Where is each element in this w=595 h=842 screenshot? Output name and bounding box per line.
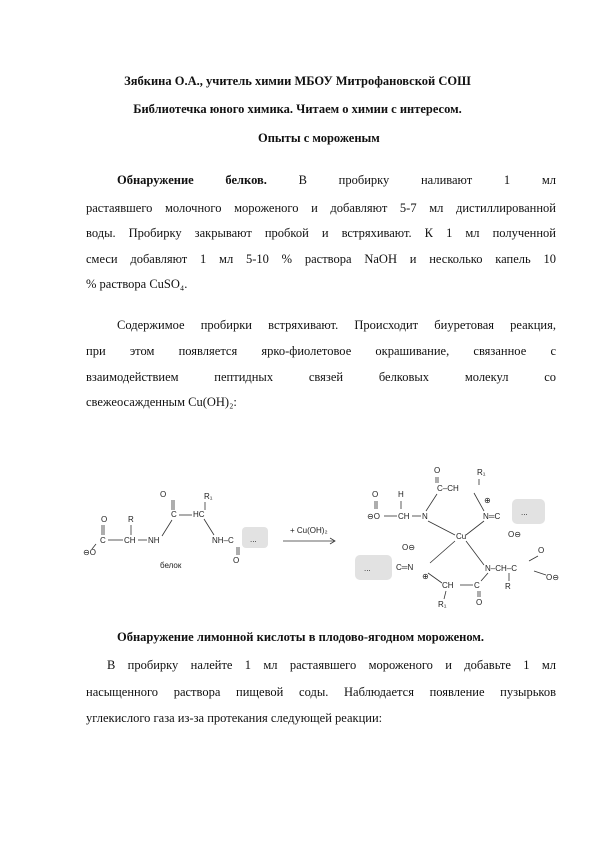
atom-ch-2: CH bbox=[398, 512, 410, 521]
atom-r-2: R bbox=[505, 582, 511, 591]
atom-n-1: N bbox=[422, 512, 428, 521]
protein-label: белок bbox=[160, 561, 182, 570]
atom-plus-1: ⊕ bbox=[484, 496, 491, 505]
atom-r1-1: R₁ bbox=[204, 492, 213, 501]
atom-o-3: O bbox=[233, 556, 240, 565]
atom-o-minus-2: ⊖O bbox=[367, 512, 380, 521]
section2-heading: Обнаружение лимонной кислоты в плодово-ягодном мороженом. bbox=[117, 630, 484, 644]
atom-o-5: O bbox=[434, 466, 441, 475]
atom-n-2: N–CH–C bbox=[485, 564, 518, 573]
section1-line-3: смеси добавляют 1 мл 5-10 % раствора NaOH и несколько капель 10 bbox=[86, 252, 556, 266]
section1-para2-line-0: Содержимое пробирки встряхивают. Происходит биуретовая реакция, bbox=[117, 318, 556, 332]
series-line: Библиотечка юного химика. Читаем о химии с интересом. bbox=[133, 102, 462, 116]
reagent-label: + Cu(OH)₂ bbox=[290, 526, 328, 535]
section1-heading: Обнаружение белков. bbox=[117, 173, 267, 187]
atom-nh-2: NH–C bbox=[212, 536, 234, 545]
atom-cu: Cu bbox=[456, 532, 467, 541]
atom-o-4: O bbox=[372, 490, 379, 499]
atom-o-minus-5: O⊖ bbox=[546, 573, 559, 582]
section1-line-0: В пробирку наливают 1 мл bbox=[298, 173, 556, 187]
atom-c-2: C bbox=[171, 510, 177, 519]
atom-o-minus-4: O⊖ bbox=[402, 543, 415, 552]
atom-h-1: H bbox=[398, 490, 404, 499]
atom-o-6: O bbox=[476, 598, 483, 607]
atom-hc-1: HC bbox=[193, 510, 205, 519]
section2-line-0: В пробирку налейте 1 мл растаявшего мороженого и добавьте 1 мл bbox=[107, 658, 556, 672]
biuret-reaction-scheme bbox=[0, 455, 595, 620]
atom-nh-1: NH bbox=[148, 536, 160, 545]
atom-r1-3: R₁ bbox=[438, 600, 447, 609]
section1-line-1: растаявшего молочного мороженого и добавляют 5-7 мл дистиллированной bbox=[86, 201, 556, 215]
atom-c-dbl-n-1: C═N bbox=[396, 563, 414, 572]
dots-2: ... bbox=[521, 508, 528, 517]
atom-o-1: O bbox=[101, 515, 108, 524]
page-title: Опыты с мороженым bbox=[258, 131, 380, 145]
atom-plus-2: ⊕ bbox=[422, 572, 429, 581]
atom-o-7: O bbox=[538, 546, 545, 555]
section1-line-2: воды. Пробирку закрывают пробкой и встряхивают. К 1 мл полученной bbox=[86, 226, 556, 240]
section1-para2-line-1: при этом появляется ярко-фиолетовое окрашивание, связанное с bbox=[86, 344, 556, 358]
placeholder-box-2 bbox=[512, 499, 545, 524]
atom-ch-3: CH bbox=[442, 581, 454, 590]
atom-o-minus-3: O⊖ bbox=[508, 530, 521, 539]
atom-o-2: O bbox=[160, 490, 167, 499]
dots-1: ... bbox=[250, 535, 257, 544]
atom-c-1: C bbox=[100, 536, 106, 545]
atom-r-1: R bbox=[128, 515, 134, 524]
atom-ch-1: CH bbox=[124, 536, 136, 545]
atom-c-3: C–CH bbox=[437, 484, 459, 493]
section1-first-line bbox=[117, 173, 556, 188]
section2-line-1: насыщенного раствора пищевой соды. Наблюдается появление пузырьков bbox=[86, 685, 556, 699]
section2-line-2: углекислого газа из-за протекания следующей реакции: bbox=[86, 711, 383, 725]
atom-r1-2: R₁ bbox=[477, 468, 486, 477]
placeholder-box-3 bbox=[355, 555, 392, 580]
dots-3: ... bbox=[364, 564, 371, 573]
section1-line-4: % раствора CuSO₄. bbox=[86, 277, 188, 291]
section1-para2-line-2: взаимодействием пептидных связей белковых молекул со bbox=[86, 370, 556, 384]
atom-n-dbl-c-1: N═C bbox=[483, 512, 501, 521]
atom-o-minus-1: ⊖O bbox=[83, 548, 96, 557]
atom-c-4: C bbox=[474, 581, 480, 590]
author-line: Зябкина О.А., учитель химии МБОУ Митрофановской СОШ bbox=[124, 74, 471, 88]
section1-para2-line-3: свежеосажденным Cu(OH)₂: bbox=[86, 395, 237, 409]
